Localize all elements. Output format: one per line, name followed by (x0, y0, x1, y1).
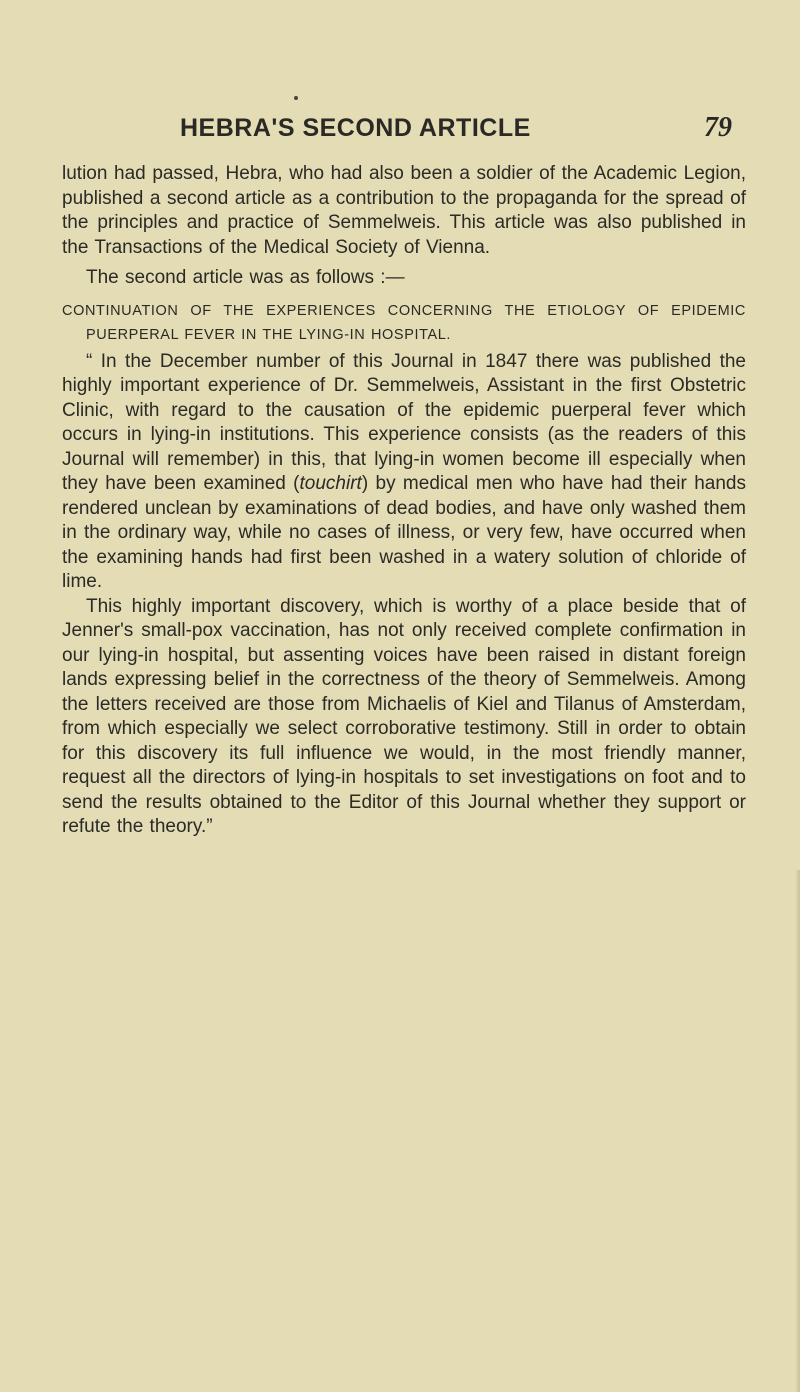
running-title: HEBRA'S SECOND ARTICLE (180, 114, 531, 142)
page-number: 79 (704, 112, 732, 143)
quote-text-part-2: ) by medical men who have had their hands rendered unclean by examinations of dead bodies, and have only washed them in the ordinary way, while no cases of illness, or very few, have occurred when the examining hands had first been washed in a watery solution of chloride of lime. (62, 473, 746, 592)
quote-text-part-1: “ In the December number of this Journal in 1847 there was published the highly important experience of Dr. Semmelweis, Assistant in the first Obstetric Clinic, with regard to the causation of the epidemic puerperal fever which occurs in lying-in institutions. This experience consists (as the readers of this Journal will remember) in this, that lying-in women become ill especially when they have been examined ( (62, 350, 746, 494)
paragraph-opening: lution had passed, Hebra, who had also been a soldier of the Academic Legion, published a second article as a contribution to the propaganda for the spread of the principles and practice of Semmelweis. This article was also published in the Transactions of the Medical Society of Vienna. (62, 163, 746, 258)
page-edge-shadow (795, 870, 800, 1392)
ink-speck (294, 96, 298, 100)
article-heading: CONTINUATION OF THE EXPERIENCES CONCERNING THE ETIOLOGY OF EPIDEMIC PUERPERAL FEVER IN THE LYING-IN HOSPITAL. (62, 302, 746, 343)
paragraph-quote-2: This highly important discovery, which is worthy of a place beside that of Jenner's small-pox vaccination, has not only received complete confirmation in our lying-in hospital, but assenting voices have been raised in distant foreign lands expressing belief in the correctness of the theory of Semmelweis. Among the letters received are those from Michaelis of Kiel and Tilanus of Amsterdam, from which especially we select corroborative testimony. Still in order to obtain for this discovery its full influence we would, in the most friendly manner, request all the directors of lying-in hospitals to set investigations on foot and to send the results obtained to the Editor of this Journal whether they support or refute the theory.” (62, 595, 746, 837)
body-text (62, 162, 746, 840)
italic-term: touchirt (299, 473, 362, 494)
paragraph-quote-1 (62, 350, 746, 595)
paragraph-intro-quote: The second article was as follows :— (86, 267, 405, 288)
